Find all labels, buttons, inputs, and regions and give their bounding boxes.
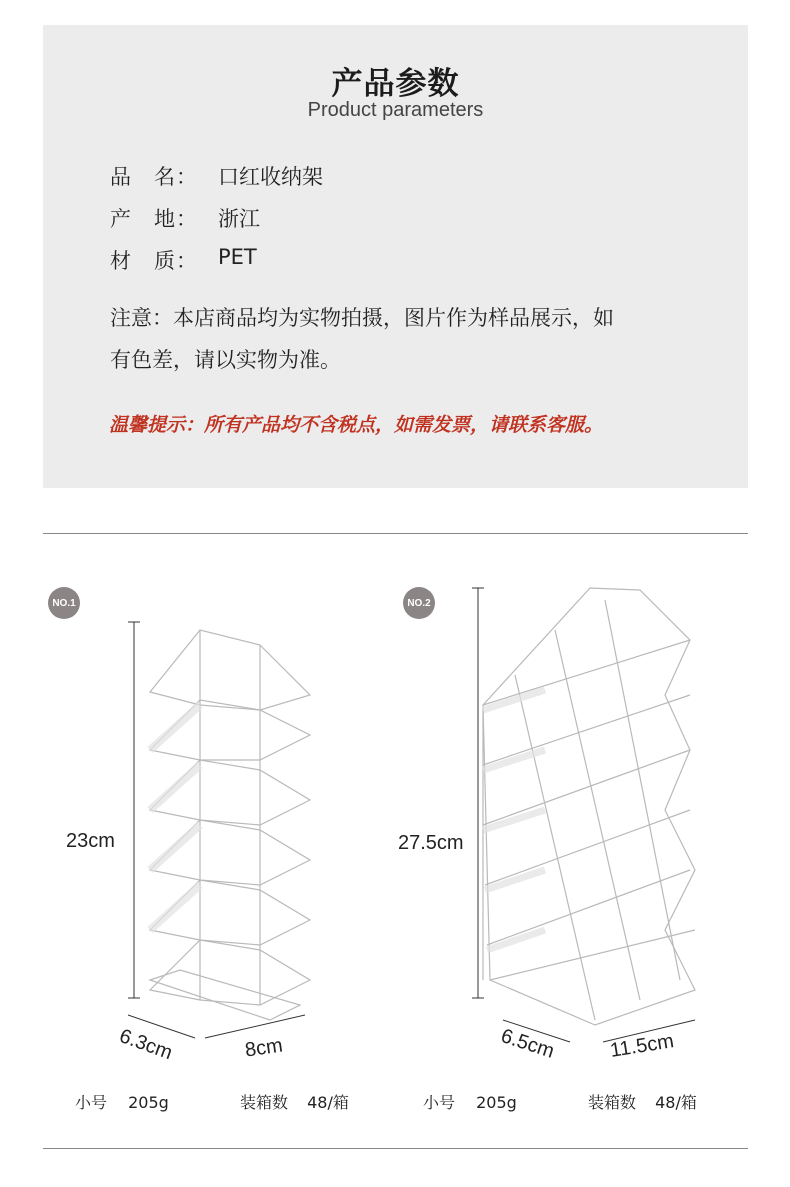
notice-line: 有色差，请以实物为准。 xyxy=(110,348,341,372)
spec-value: 浙江 xyxy=(218,207,260,231)
box-count: 48/箱 xyxy=(307,1093,349,1112)
divider-bottom xyxy=(43,1148,748,1149)
depth-label-no2: 6.5cm xyxy=(498,1025,557,1063)
spec-label: 品 名： xyxy=(110,165,198,189)
height-label-no2: 27.5cm xyxy=(398,832,464,854)
box-label: 装箱数 xyxy=(588,1093,637,1112)
notice-line: 注意：本店商品均为实物拍摄，图片作为样品展示，如 xyxy=(110,306,614,330)
depth-label-no1: 6.3cm xyxy=(116,1025,176,1065)
page-subtitle: Product parameters xyxy=(307,99,484,121)
weight-value: 205g xyxy=(128,1093,169,1112)
badge-no1: NO.1 xyxy=(48,587,80,619)
spec-row-name xyxy=(110,161,323,191)
width-label-no1: 8cm xyxy=(243,1034,285,1062)
product-image-no2 xyxy=(395,580,790,1070)
spec-value: 口红收纳架 xyxy=(218,165,323,189)
spec-value: PET xyxy=(218,245,257,269)
box-label: 装箱数 xyxy=(240,1093,289,1112)
size-label: 小号 xyxy=(75,1093,108,1112)
width-label-no2: 11.5cm xyxy=(608,1030,676,1062)
height-label-no1: 23cm xyxy=(66,830,115,852)
box-footer-no2 xyxy=(588,1090,697,1113)
spec-row-origin xyxy=(110,203,260,233)
spec-label: 产 地： xyxy=(110,207,198,231)
weight-value: 205g xyxy=(476,1093,517,1112)
spec-row-material xyxy=(110,245,257,275)
divider-top xyxy=(43,533,748,534)
box-count: 48/箱 xyxy=(655,1093,697,1112)
parameter-panel xyxy=(43,25,748,488)
tip-text: 温馨提示：所有产品均不含税点，如需发票，请联系客服。 xyxy=(109,414,604,436)
product-image-no1 xyxy=(0,600,395,1070)
spec-label: 材 质： xyxy=(110,249,198,273)
page-title: 产品参数 xyxy=(331,66,460,102)
size-label: 小号 xyxy=(423,1093,456,1112)
box-footer-no1 xyxy=(240,1090,349,1113)
badge-no2: NO.2 xyxy=(403,587,435,619)
spec-footer-no2 xyxy=(423,1090,517,1113)
spec-footer-no1 xyxy=(75,1090,169,1113)
notice-text xyxy=(110,297,710,381)
